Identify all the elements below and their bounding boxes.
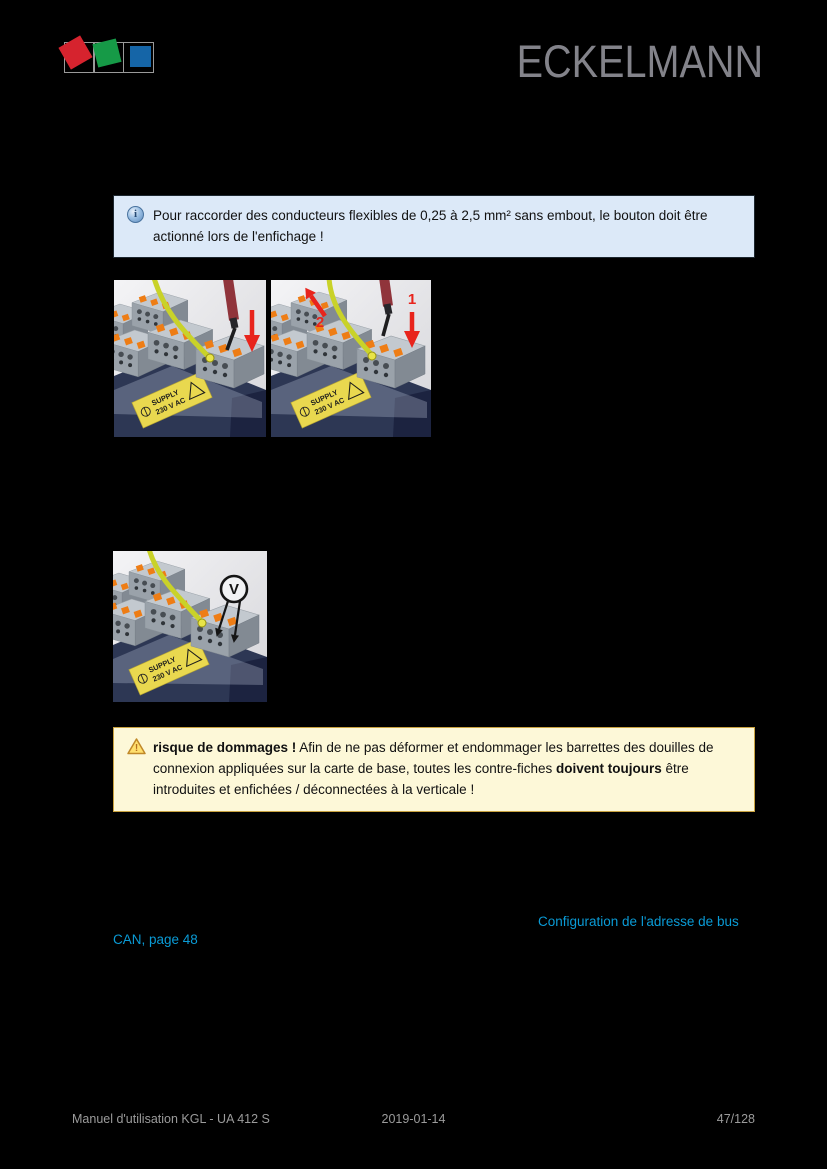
warning-icon bbox=[127, 738, 146, 761]
brand-wordmark: ECKELMANN bbox=[516, 36, 763, 87]
logo-cell-blue bbox=[123, 42, 154, 73]
photo-press-button-insert bbox=[114, 280, 266, 437]
info-icon: i bbox=[127, 206, 144, 223]
warning-note-box bbox=[113, 727, 755, 812]
info-note-box bbox=[113, 195, 755, 258]
info-note-text: Pour raccorder des conducteurs flexibles de 0,25 à 2,5 mm² sans embout, le bouton doit être actionné lors de l'enfichage ! bbox=[153, 208, 708, 244]
logo-cell-red bbox=[64, 42, 95, 73]
voltmeter-label: V bbox=[228, 581, 240, 598]
svg-text:!: ! bbox=[134, 743, 139, 754]
footer-document-title: Manuel d'utilisation KGL - UA 412 S bbox=[72, 1112, 270, 1126]
company-logo bbox=[64, 42, 154, 73]
photo-remove-steps bbox=[271, 280, 431, 437]
logo-cell-green bbox=[93, 42, 124, 73]
page-footer bbox=[72, 1112, 755, 1128]
step-2-label: 2 bbox=[315, 314, 325, 331]
cross-reference-link-part1[interactable]: Configuration de l'adresse de bus bbox=[538, 914, 739, 929]
footer-page-number: 47/128 bbox=[716, 1112, 755, 1126]
figure-plug-connection bbox=[114, 280, 431, 437]
green-square-icon bbox=[93, 38, 122, 67]
step-1-label: 1 bbox=[407, 291, 417, 308]
warning-note-text: risque de dommages ! Afin de ne pas déformer et endommager les barrettes des douilles de connexion appliquées sur la carte de base, toutes les contre-fiches doivent toujours être introduites et enfichées / déconnectées à la verticale ! bbox=[153, 740, 714, 797]
blue-square-icon bbox=[130, 46, 151, 67]
figure-voltage-check bbox=[113, 551, 267, 707]
photo-voltage-measurement bbox=[113, 551, 267, 702]
cross-reference-link-part2[interactable]: CAN, page 48 bbox=[113, 932, 198, 947]
footer-date: 2019-01-14 bbox=[381, 1112, 446, 1126]
red-square-icon bbox=[58, 35, 92, 69]
